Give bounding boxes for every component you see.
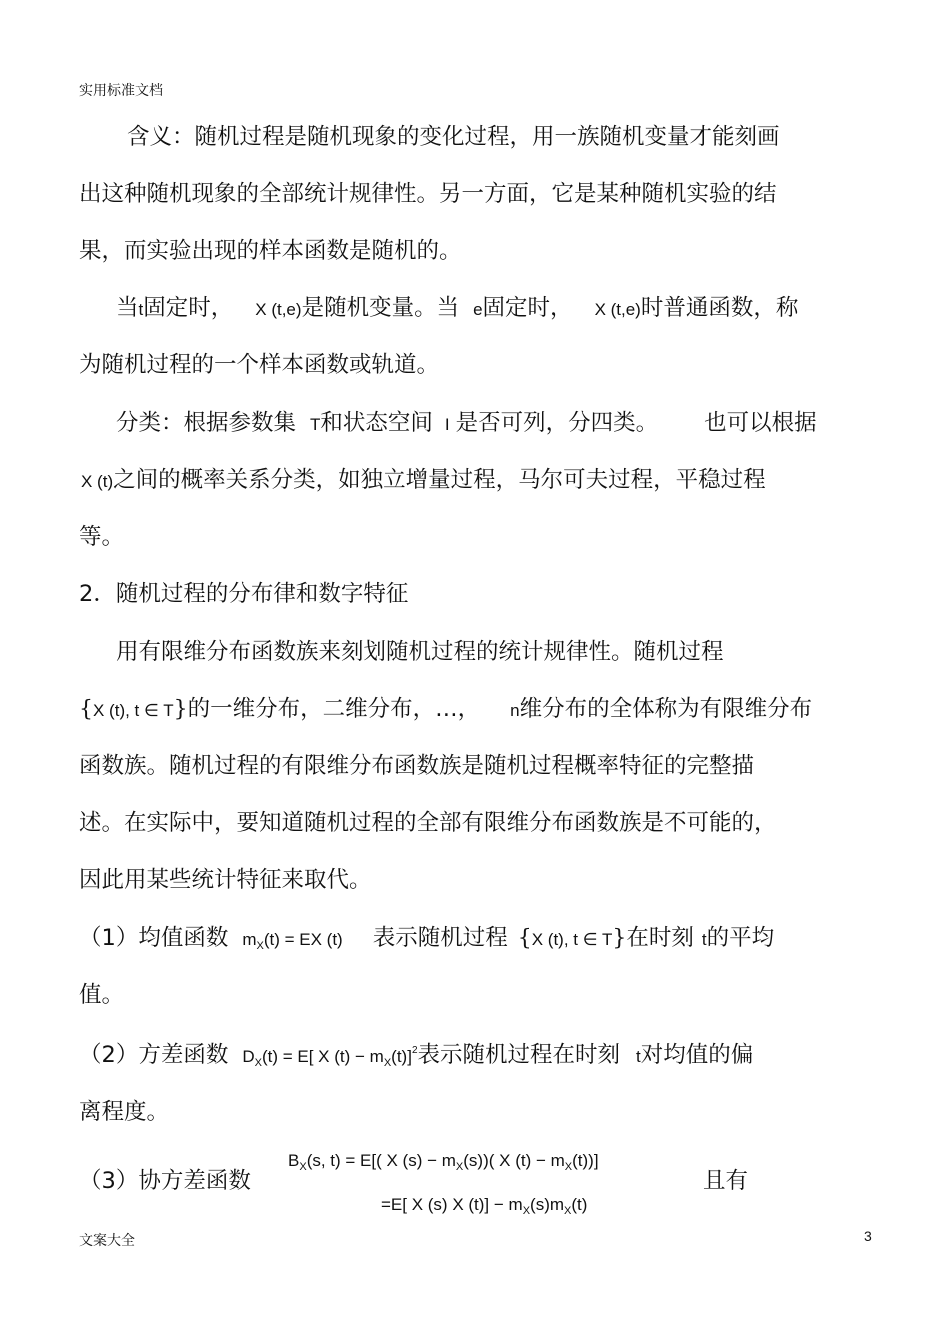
math-var: t [636, 1047, 641, 1066]
paragraph-line [116, 293, 798, 325]
text: 固定时， [482, 295, 573, 321]
math-var: t [138, 300, 144, 319]
variance-function-line [79, 1040, 753, 1075]
paragraph-line: 等。 [79, 524, 125, 550]
paragraph-line: 果，而实验出现的样本函数是随机的。 [79, 238, 462, 264]
text: 维分布的全体称为有限维分布 [519, 696, 813, 722]
paragraph-line [116, 408, 817, 440]
text: 之间的概率关系分类，如独立增量过程，马尔可夫过程，平稳过程 [113, 467, 766, 493]
math-expr: X (t), t ∈ T [531, 930, 613, 949]
math-expr: (t)] [391, 1047, 412, 1066]
text: 的平均 [706, 925, 775, 951]
math-expr: (t) = EX (t) [263, 930, 343, 949]
math-expr: X (t,e) [594, 300, 641, 319]
math-subscript: X [256, 940, 264, 952]
covariance-label: （3）协方差函数 [79, 1168, 251, 1194]
math-superscript: 2 [411, 1045, 418, 1056]
page-number: 3 [864, 1228, 872, 1244]
text: 对均值的偏 [640, 1042, 754, 1068]
math-expr: X (t) [81, 472, 114, 491]
covariance-formula-line1 [288, 1146, 599, 1178]
text: （2）方差函数 [79, 1042, 229, 1068]
mean-function-line [79, 923, 774, 957]
text: 当 [116, 295, 139, 321]
math-var: m [242, 930, 257, 949]
math-subscript: X [299, 1161, 307, 1173]
paragraph-line: 值。 [79, 982, 125, 1008]
text: 是否可列，分四类。 [455, 410, 659, 436]
text: 固定时， [143, 295, 234, 321]
text: （1）均值函数 [79, 925, 229, 951]
math-expr: (s)m [530, 1195, 565, 1214]
paragraph-line [81, 465, 766, 497]
brace-open: { [79, 697, 93, 722]
text: 表示随机过程在时刻 [417, 1042, 621, 1068]
math-expr: =E[ X (s) X (t)] − m [381, 1195, 523, 1214]
math-var: e [473, 300, 483, 319]
text: 时普通函数，称 [640, 295, 799, 321]
math-var: T [310, 415, 321, 434]
paragraph-line: 因此用某些统计特征来取代。 [79, 867, 372, 893]
math-subscript: X [522, 1205, 531, 1217]
paragraph-line: 用有限维分布函数族来刻划随机过程的统计规律性。随机过程 [116, 639, 724, 665]
math-var: B [288, 1151, 300, 1170]
text: 是随机变量。当 [301, 295, 460, 321]
math-expr: X (t,e) [255, 300, 302, 319]
paragraph-line: 函数族。随机过程的有限维分布函数族是随机过程概率特征的完整描 [79, 753, 755, 779]
text: 在时刻 [626, 925, 694, 951]
page-footer: 文案大全 [79, 1233, 135, 1249]
paragraph-line: 为随机过程的一个样本函数或轨道。 [79, 352, 440, 378]
paragraph-line: 述。在实际中，要知道随机过程的全部有限维分布函数族是不可能的， [79, 810, 777, 836]
paragraph-text: 且有 [703, 1168, 749, 1194]
math-expr: X (t), t ∈ T [93, 701, 174, 720]
paragraph-line [79, 694, 812, 726]
math-subscript: X [564, 1205, 572, 1217]
math-var: I [444, 415, 450, 434]
paragraph-line: 离程度。 [79, 1099, 170, 1125]
brace-open: { [517, 926, 532, 951]
text: 的一维分布，二维分布，…， [187, 696, 481, 722]
brace-close: } [612, 926, 627, 951]
text: 表示随机过程 [372, 925, 508, 951]
math-subscript: X [455, 1161, 464, 1173]
text: 分类：根据参数集 [116, 410, 297, 436]
paragraph-line: 含义：随机过程是随机现象的变化过程，用一族随机变量才能刻画 [127, 124, 780, 150]
math-subscript: X [254, 1057, 262, 1069]
math-expr: (s))( X (t) − m [463, 1151, 565, 1170]
math-expr: (t) [571, 1195, 588, 1214]
math-expr: (s, t) = E[( X (s) − m [306, 1151, 456, 1170]
text: 和状态空间 [320, 410, 433, 436]
page-header: 实用标准文档 [79, 83, 163, 99]
paragraph-line: 出这种随机现象的全部统计规律性。另一方面，它是某种随机实验的结 [79, 181, 777, 207]
math-var: D [242, 1047, 255, 1066]
covariance-formula-line2 [381, 1190, 587, 1222]
math-var: t [701, 930, 707, 949]
section-heading: 2．随机过程的分布律和数字特征 [79, 581, 409, 607]
math-subscript: X [564, 1161, 573, 1173]
brace-close: } [173, 697, 188, 722]
math-expr: (t) = E[ X (t) − m [261, 1047, 384, 1066]
text: 也可以根据 [704, 410, 817, 436]
math-var: n [510, 701, 520, 720]
math-expr: (t))] [572, 1151, 599, 1170]
math-subscript: X [383, 1057, 392, 1069]
